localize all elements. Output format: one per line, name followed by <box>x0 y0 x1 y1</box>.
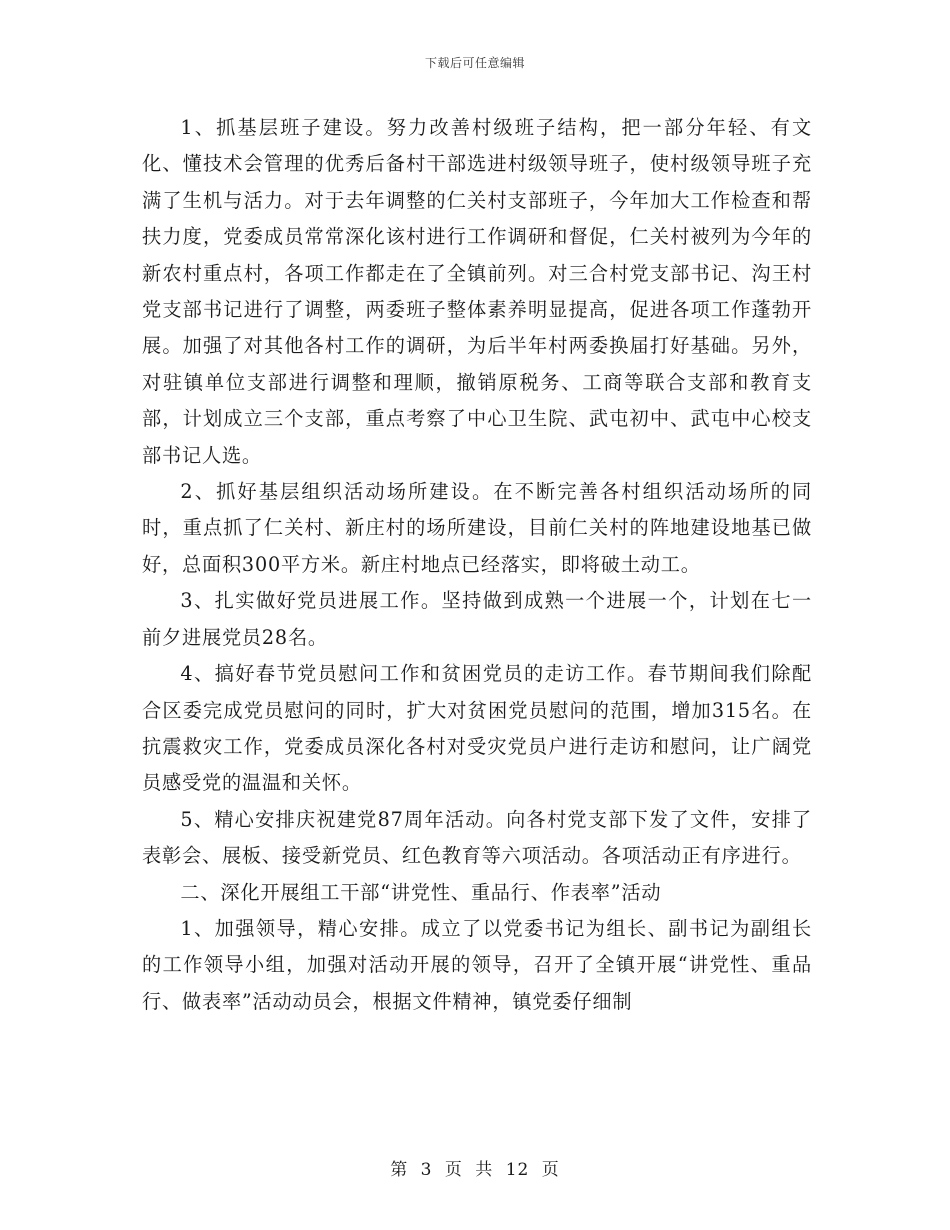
paragraph-member-development: 3、扎实做好党员进展工作。坚持做到成熟一个进展一个，计划在七一前夕进展党员28名。 <box>142 589 812 649</box>
document-body <box>142 110 812 1020</box>
paragraph-grassroots-team-building: 1、抓基层班子建设。努力改善村级班子结构，把一部分年轻、有文化、懂技术会管理的优秀后备村干部选进村级领导班子，使村级领导班子充满了生机与活力。对于去年调整的仁关村支部班子，今年加大工作检查和帮扶力度，党委成员常常深化该村进行工作调研和督促，仁关村被列为今年的新农村重点村，各项工作都走在了全镇前列。对三合村党支部书记、沟王村党支部书记进行了调整，两委班子整体素养明显提高，促进各项工作蓬勃开展。加强了对其他各村工作的调研，为后半年村两委换届打好基础。另外，对驻镇单位支部进行调整和理顺，撤销原税务、工商等联合支部和教育支部，计划成立三个支部，重点考察了中心卫生院、武屯初中、武屯中心校支部书记人选。 <box>142 116 812 467</box>
paragraph-activity-venue-building: 2、抓好基层组织活动场所建设。在不断完善各村组织活动场所的同时，重点抓了仁关村、新庄村的场所建设，目前仁关村的阵地建设地基已做好，总面积300平方米。新庄村地点已经落实，即将破土动工。 <box>142 480 812 576</box>
paragraph-party-anniversary: 5、精心安排庆祝建党87周年活动。向各村党支部下发了文件，安排了表彰会、展板、接受新党员、红色教育等六项活动。各项活动正有序进行。 <box>142 807 812 868</box>
page-number-footer: 第 3 页 共 12 页 <box>390 1160 560 1180</box>
section-heading-two: 二、深化开展组工干部“讲党性、重品行、作表率”活动 <box>180 880 662 904</box>
page-header-watermark: 下载后可任意编辑 <box>424 56 525 70</box>
paragraph-spring-festival-visits: 4、搞好春节党员慰问工作和贫困党员的走访工作。春节期间我们除配合区委完成党员慰问的同时，扩大对贫困党员慰问的范围，增加315名。在抗震救灾工作，党委成员深化各村对受灾党员户进行走访和慰问，让广阔党员感受党的温温和关怀。 <box>142 662 812 795</box>
paragraph-leadership-arrangement: 1、加强领导，精心安排。成立了以党委书记为组长、副书记为副组长的工作领导小组，加强对活动开展的领导，召开了全镇开展“讲党性、重品行、做表率”活动动员会，根据文件精神，镇党委仔细制 <box>142 916 812 1013</box>
